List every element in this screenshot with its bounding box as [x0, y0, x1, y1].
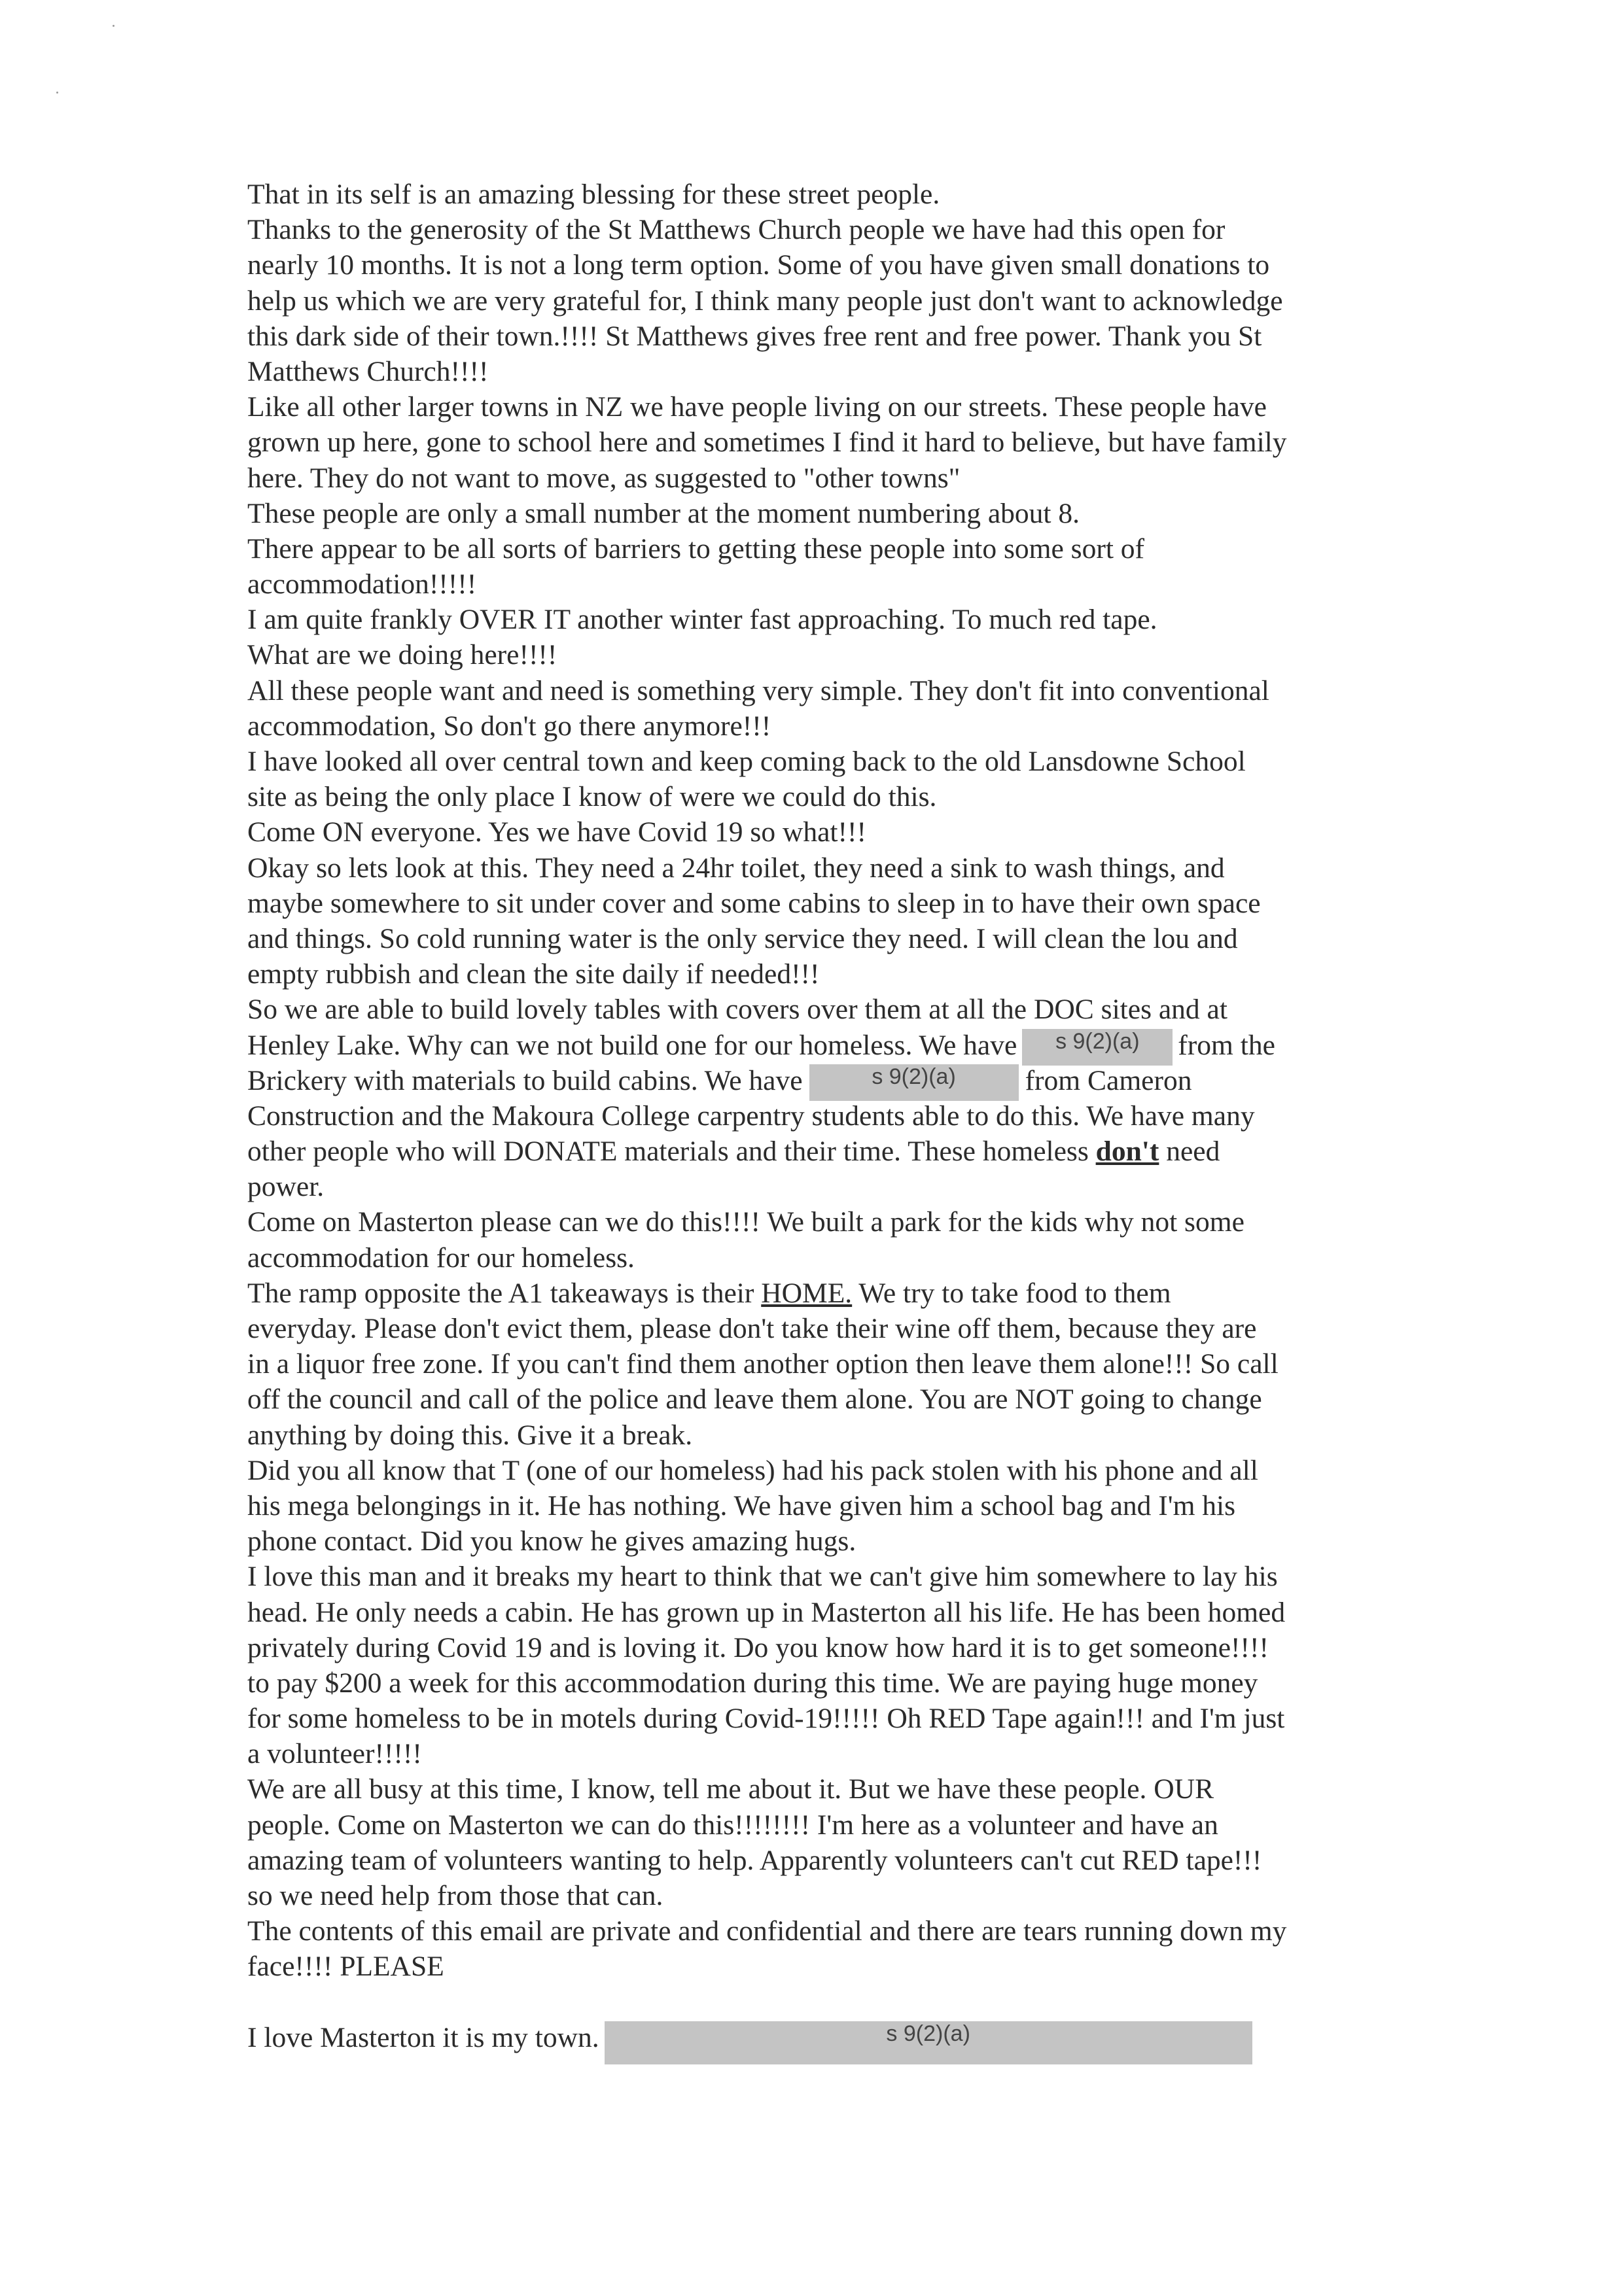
text-line: this dark side of their town.!!!! St Matthews gives free rent and free power. Thank you St: [247, 320, 1262, 352]
text-fragment: Henley Lake. Why can we not build one for our homeless. We have: [247, 1029, 1017, 1061]
text-fragment: from Cameron: [1025, 1064, 1192, 1096]
text-line: face!!!! PLEASE: [247, 1951, 444, 1983]
text-line: his mega belongings in it. He has nothing. We have given him a school bag and I'm his: [247, 1489, 1236, 1522]
text-line: phone contact. Did you know he gives amazing hugs.: [247, 1525, 856, 1557]
text-line: Come ON everyone. Yes we have Covid 19 so what!!!: [247, 816, 866, 848]
text-fragment: other people who will DONATE materials and their time. These homeless: [247, 1136, 1089, 1168]
text-fragment: Brickery with materials to build cabins. We have: [247, 1064, 803, 1096]
text-line: accommodation for our homeless.: [247, 1242, 635, 1274]
text-line: What are we doing here!!!!: [247, 639, 557, 671]
text-line: maybe somewhere to sit under cover and some cabins to sleep in to have their own space: [247, 887, 1261, 919]
text-line: I love this man and it breaks my heart to think that we can't give him somewhere to lay his: [247, 1561, 1278, 1593]
text-line: So we are able to build lovely tables with covers over them at all the DOC sites and at: [247, 994, 1227, 1026]
text-line: off the council and call of the police and leave them alone. You are NOT going to change: [247, 1383, 1262, 1416]
underlined-word: HOME.: [761, 1277, 853, 1309]
text-line: Okay so lets look at this. They need a 24hr toilet, they need a sink to wash things, and: [247, 852, 1225, 884]
text-line: to pay $200 a week for this accommodation during this time. We are paying huge money: [247, 1667, 1258, 1699]
text-line: [247, 1134, 1419, 1169]
closing-line: [247, 2020, 1419, 2055]
redaction-box: s 9(2)(a): [605, 2021, 1252, 2064]
text-line: Thanks to the generosity of the St Matthews Church people we have had this open for: [247, 214, 1226, 246]
redaction-box: s 9(2)(a): [1022, 1029, 1173, 1066]
text-line: anything by doing this. Give it a break.: [247, 1419, 693, 1451]
text-line: All these people want and need is something very simple. They don't fit into conventional: [247, 674, 1269, 706]
text-line: Matthews Church!!!!: [247, 355, 489, 387]
text-line: There appear to be all sorts of barriers to getting these people into some sort of: [247, 532, 1145, 565]
text-line: grown up here, gone to school here and sometimes I find it hard to believe, but have family: [247, 426, 1287, 459]
text-line: accommodation, So don't go there anymore!!!: [247, 710, 771, 742]
text-line: a volunteer!!!!!: [247, 1738, 422, 1770]
text-line: in a liquor free zone. If you can't find them another option then leave them alone!!! So call: [247, 1348, 1279, 1380]
scan-speck: [113, 25, 115, 27]
text-fragment: The ramp opposite the A1 takeaways is their: [247, 1277, 754, 1309]
text-fragment: from the: [1178, 1029, 1275, 1061]
text-line: here. They do not want to move, as suggested to "other towns": [247, 462, 961, 494]
text-line: site as being the only place I know of were we could do this.: [247, 781, 937, 813]
redaction-box: s 9(2)(a): [809, 1064, 1019, 1101]
text-line-with-redaction: [247, 1063, 1419, 1098]
text-line: Come on Masterton please can we do this!!!! We built a park for the kids why not some: [247, 1206, 1244, 1238]
text-line: help us which we are very grateful for, I think many people just don't want to acknowledge: [247, 285, 1283, 317]
text-fragment: We try to take food to them: [858, 1277, 1171, 1309]
text-line: These people are only a small number at the moment numbering about 8.: [247, 497, 1080, 529]
text-line: people. Come on Masterton we can do this!!!!!!!! I'm here as a volunteer and have an: [247, 1809, 1218, 1841]
text-line: That in its self is an amazing blessing for these street people.: [247, 179, 940, 210]
text-line: nearly 10 months. It is not a long term option. Some of you have given small donations to: [247, 249, 1270, 281]
text-line: Construction and the Makoura College carpentry students able to do this. We have many: [247, 1100, 1255, 1132]
text-line: empty rubbish and clean the site daily if needed!!!: [247, 958, 820, 990]
text-line: so we need help from those that can.: [247, 1880, 663, 1911]
text-line: We are all busy at this time, I know, tell me about it. But we have these people. OUR: [247, 1773, 1214, 1805]
letter-body: [247, 177, 1419, 2055]
text-line: for some homeless to be in motels during Covid-19!!!!! Oh RED Tape again!!! and I'm just: [247, 1703, 1285, 1735]
text-line: and things. So cold running water is the only service they need. I will clean the lou and: [247, 922, 1238, 954]
text-line: I am quite frankly OVER IT another winter fast approaching. To much red tape.: [247, 604, 1157, 636]
text-line-with-redaction: [247, 1028, 1419, 1063]
text-line: privately during Covid 19 and is loving it. Do you know how hard it is to get someone!!!!: [247, 1631, 1269, 1663]
paragraph-gap: [247, 1985, 1419, 2020]
emphasized-word: don't: [1095, 1136, 1159, 1168]
text-fragment: need: [1166, 1136, 1220, 1168]
text-line: Like all other larger towns in NZ we have people living on our streets. These people have: [247, 391, 1267, 423]
text-line: The contents of this email are private and confidential and there are tears running down my: [247, 1915, 1287, 1947]
text-line: [247, 1276, 1419, 1311]
text-line: power.: [247, 1171, 325, 1203]
text-line: Did you all know that T (one of our homeless) had his pack stolen with his phone and all: [247, 1454, 1258, 1486]
text-line: I have looked all over central town and keep coming back to the old Lansdowne School: [247, 746, 1246, 777]
text-line: everyday. Please don't evict them, please don't take their wine off them, because they are: [247, 1313, 1257, 1344]
text-line: head. He only needs a cabin. He has grown up in Masterton all his life. He has been homed: [247, 1596, 1286, 1628]
text-line: amazing team of volunteers wanting to help. Apparently volunteers can't cut RED tape!!!: [247, 1844, 1262, 1876]
scan-speck: [56, 92, 58, 94]
closing-text: I love Masterton it is my town.: [247, 2021, 599, 2053]
text-line: accommodation!!!!!: [247, 568, 477, 600]
